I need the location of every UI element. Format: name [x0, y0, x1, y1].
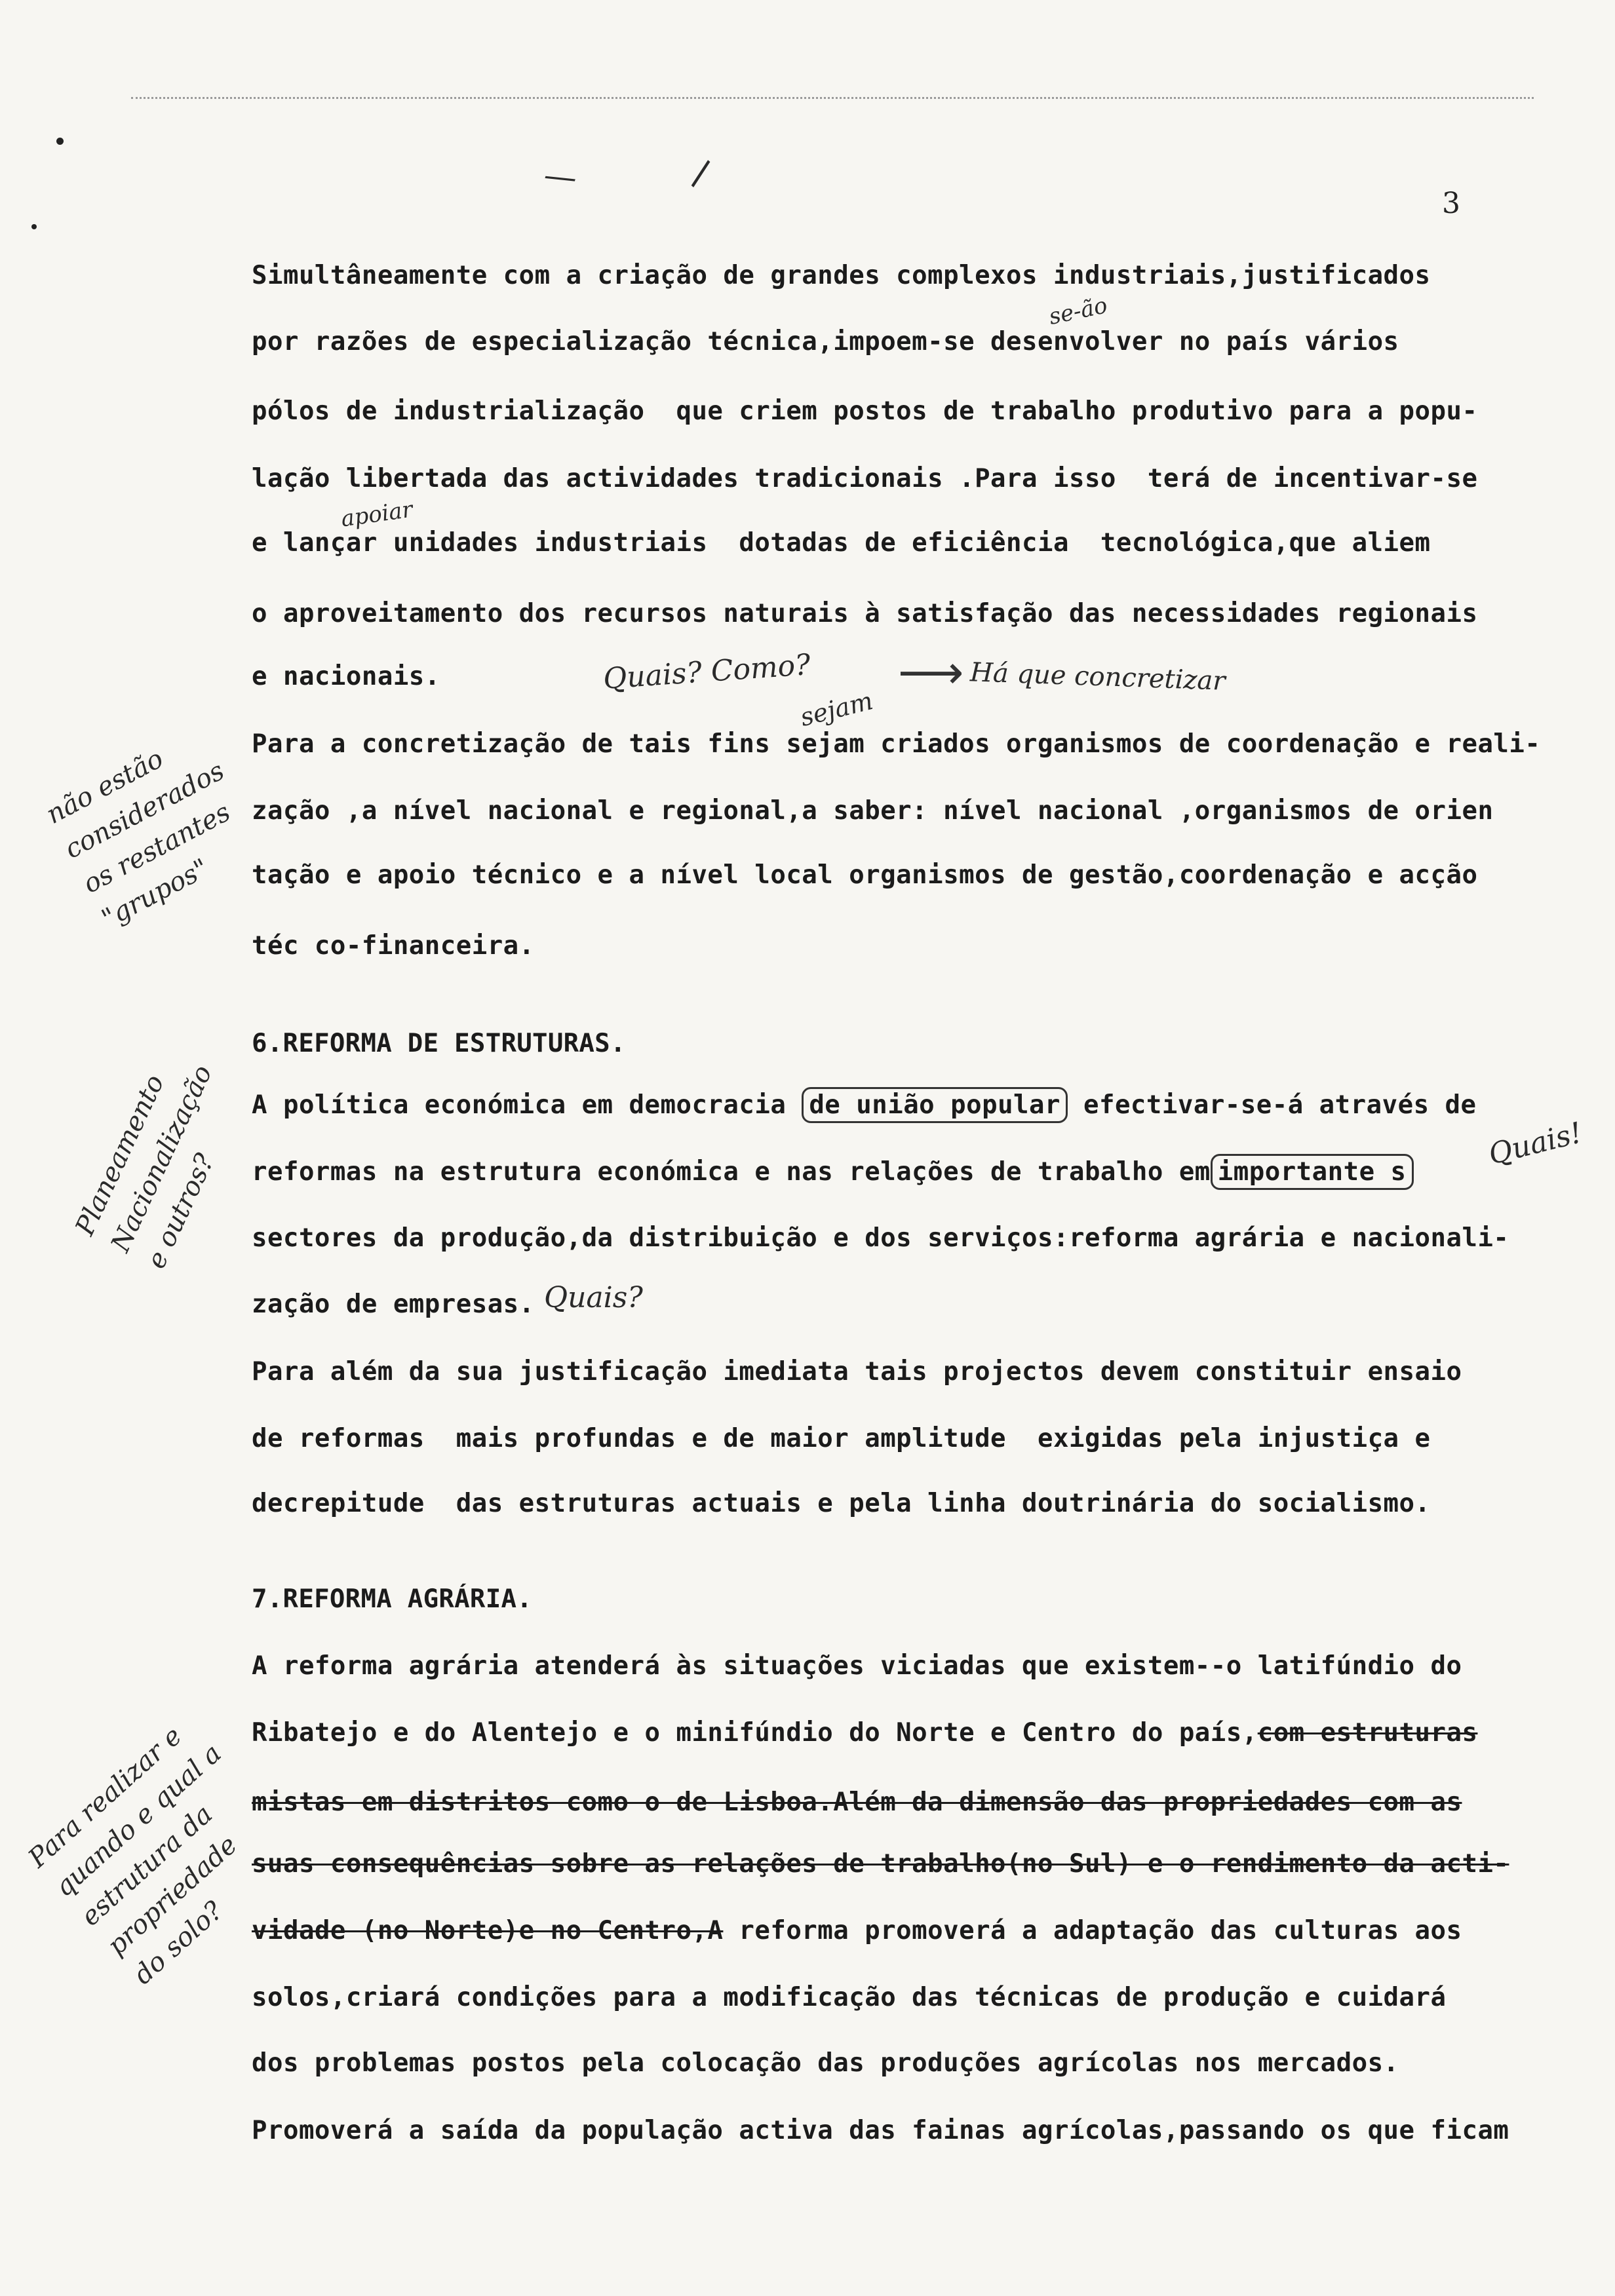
text-line: sectores da produção,da distribuição e dos serviços:reforma agrária e nacionali-: [252, 1223, 1509, 1253]
boxed-phrase: importante s: [1211, 1154, 1414, 1190]
margin-note: Para realizar e quando e qual a estrutura da propriedade do solo?: [22, 1721, 243, 1991]
text-line: e nacionais.: [252, 662, 440, 691]
margin-note: não estão considerados os restantes "grupos": [41, 743, 235, 934]
handwritten-insertion: se-ão: [1046, 292, 1110, 330]
handwritten-comment: Quais!: [1485, 1116, 1586, 1172]
handwritten-insertion: apoiar: [339, 496, 415, 533]
handwritten-comment: Quais?: [544, 1281, 643, 1314]
arrow-icon: ⟶: [898, 645, 964, 699]
text-line: dos problemas postos pela colocação das produções agrícolas nos mercados.: [252, 2048, 1399, 2078]
pen-stroke-mark: \: [682, 153, 720, 194]
text-line: solos,criará condições para a modificação das técnicas de produção e cuidará: [252, 1983, 1447, 2012]
text-line: téc co-financeira.: [252, 931, 535, 961]
text-line: [252, 1157, 1414, 1187]
top-dotted-rule: [131, 97, 1534, 99]
pen-stroke-mark: —: [542, 155, 579, 197]
handwritten-comment: Há que concretizar: [969, 657, 1226, 697]
text-line: [252, 1718, 1477, 1748]
margin-note: Planeamento Nacionalização e outros?: [69, 1060, 221, 1274]
text-segment: A política económica em democracia: [252, 1090, 787, 1120]
text-line: zação ,a nível nacional e regional,a saber: nível nacional ,organismos de orien: [252, 796, 1494, 826]
ink-speck: [31, 224, 37, 229]
page-number: 3: [1442, 187, 1460, 220]
text-line: pólos de industrialização que criem postos de trabalho produtivo para a popu-: [252, 396, 1478, 426]
struck-line: suas consequências sobre as relações de trabalho(no Sul) e o rendimento da acti-: [252, 1849, 1509, 1879]
text-line: [252, 1090, 1476, 1120]
handwritten-insertion: sejam: [797, 686, 876, 732]
text-segment: Ribatejo e do Alentejo e o minifúndio do Norte e Centro do país,: [252, 1718, 1258, 1748]
text-line: o aproveitamento dos recursos naturais à satisfação das necessidades regionais: [252, 599, 1478, 628]
text-line: tação e apoio técnico e a nível local organismos de gestão,coordenação e acção: [252, 860, 1478, 890]
struck-text: com estruturas: [1257, 1718, 1478, 1748]
text-segment: reforma promoverá a adaptação das culturas aos: [723, 1916, 1462, 1945]
text-line: zação de empresas.: [252, 1290, 535, 1319]
section-heading: 7.REFORMA AGRÁRIA.: [252, 1584, 533, 1614]
text-segment: efectivar-se-á através de: [1083, 1090, 1477, 1120]
text-line: decrepitude das estruturas actuais e pela linha doutrinária do socialismo.: [252, 1489, 1431, 1518]
struck-line: mistas em distritos como o de Lisboa.Além da dimensão das propriedades com as: [252, 1788, 1462, 1817]
text-segment: reformas na estrutura económica e nas relações de trabalho em: [252, 1157, 1211, 1187]
text-line: por razões de especialização técnica,impoem-se desenvolver no país vários: [252, 327, 1399, 356]
text-line: Promoverá a saída da população activa das fainas agrícolas,passando os que ficam: [252, 2116, 1509, 2145]
section-heading: 6.REFORMA DE ESTRUTURAS.: [252, 1029, 626, 1058]
boxed-phrase: de união popular: [802, 1087, 1068, 1123]
text-line: [252, 1916, 1462, 1945]
text-line: A reforma agrária atenderá às situações viciadas que existem--o latifúndio do: [252, 1651, 1462, 1681]
text-line: Para além da sua justificação imediata tais projectos devem constituir ensaio: [252, 1357, 1462, 1387]
text-line: Simultâneamente com a criação de grandes complexos industriais,justificados: [252, 261, 1431, 290]
text-line: de reformas mais profundas e de maior amplitude exigidas pela injustiça e: [252, 1424, 1431, 1453]
struck-text: vidade (no Norte)e no Centro,A: [252, 1916, 724, 1945]
text-line: e lançar unidades industriais dotadas de eficiência tecnológica,que aliem: [252, 528, 1431, 558]
ink-speck: [56, 138, 64, 145]
handwritten-comment: Quais? Como?: [602, 648, 812, 696]
text-line: Para a concretização de tais fins sejam criados organismos de coordenação e reali-: [252, 729, 1541, 759]
text-line: lação libertada das actividades tradicionais .Para isso terá de incentivar-se: [252, 464, 1478, 493]
